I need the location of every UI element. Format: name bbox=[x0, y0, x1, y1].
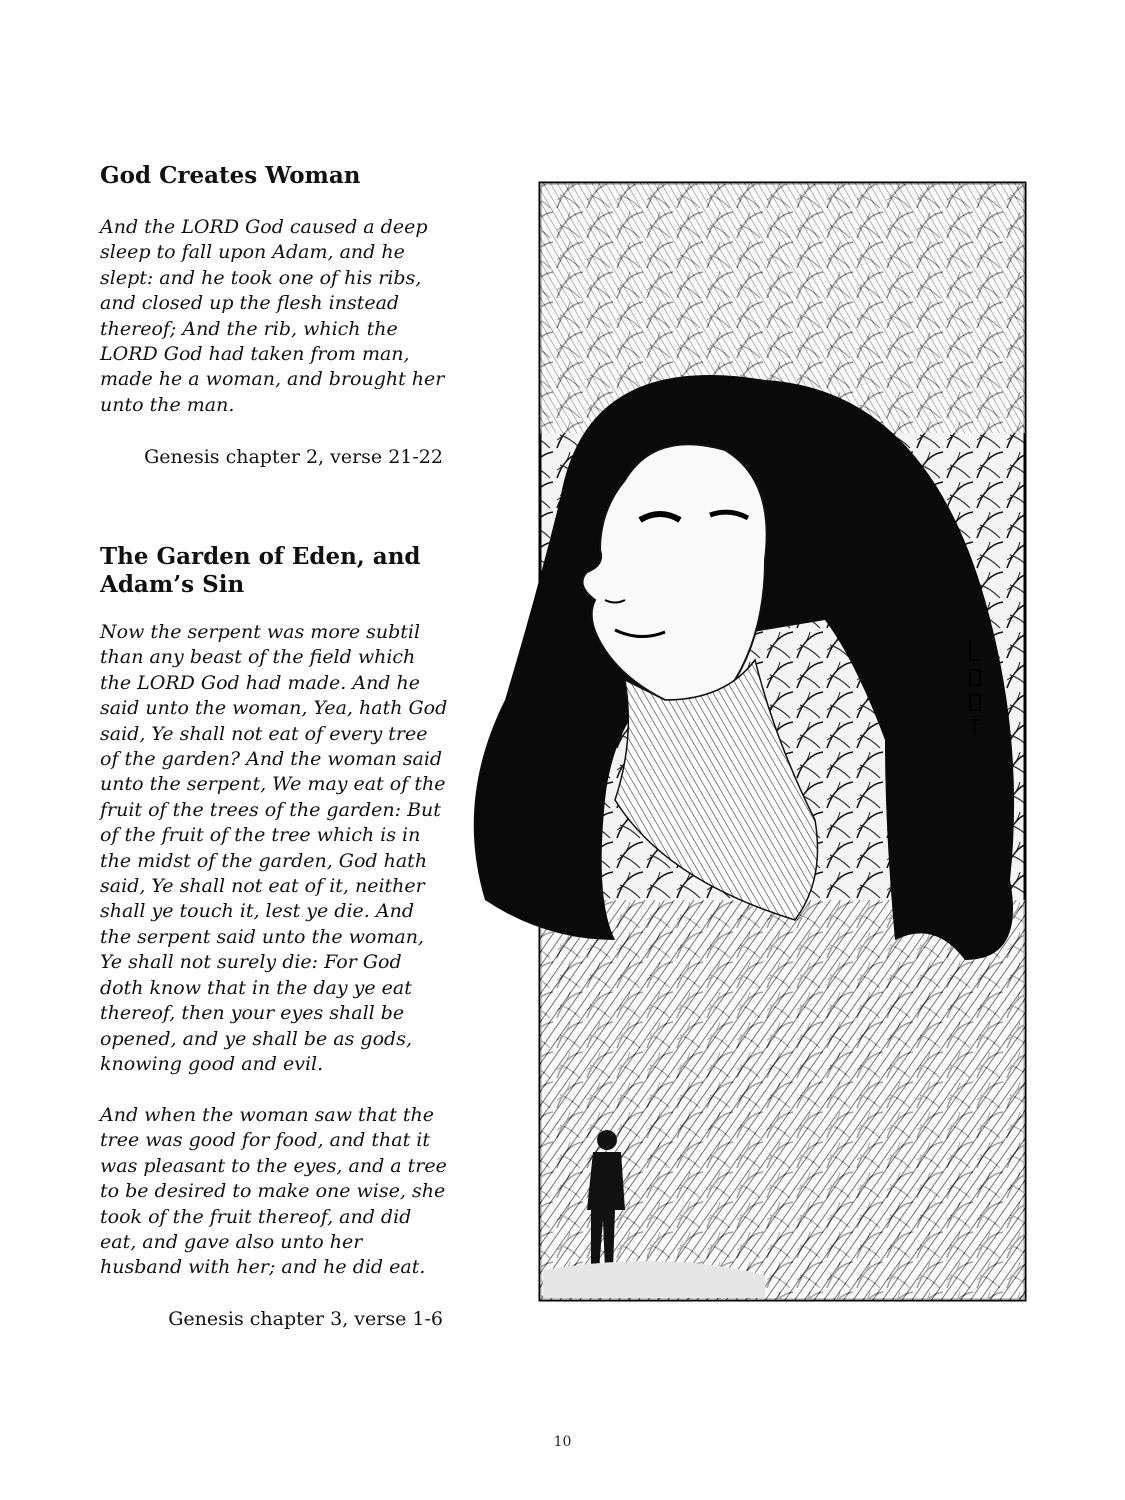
verse-genesis-3-part1: Now the serpent was more subtil than any beast of the field which the LORD God had made. And he said unto the woman, Yea, hath God said, Ye shall not eat of every tree of the garden? And the woman said unto the serpent, We may eat of the fruit of the trees of the garden: But of the fruit of the tree which is in the midst of the garden, God hath said, Ye shall not eat of it, neither shall ye touch it, lest ye die. And the serpent said unto the woman, Ye shall not surely die: For God doth know that in the day ye eat thereof, then your eyes shall be opened, and ye shall be as gods, knowing good and evil. bbox=[100, 621, 448, 1075]
section-title-god-creates-woman: God Creates Woman bbox=[100, 162, 361, 189]
section-title-garden-of-eden: The Garden of Eden, and Adam’s Sin bbox=[100, 543, 421, 598]
citation-genesis-3: Genesis chapter 3, verse 1-6 bbox=[168, 1308, 443, 1330]
eve-in-garden-illustration bbox=[465, 180, 1030, 1305]
page-number: 10 bbox=[553, 1434, 572, 1450]
verse-genesis-2: And the LORD God caused a deep sleep to fall upon Adam, and he slept: and he took one of his ribs, and closed up the flesh instead thereof; And the rib, which the LORD God had taken from man, made he a woman, and brought her unto the man. bbox=[100, 216, 445, 416]
citation-genesis-2: Genesis chapter 2, verse 21-22 bbox=[144, 446, 443, 468]
verse-genesis-3-part2: And when the woman saw that the tree was good for food, and that it was pleasant to the eyes, and a tree to be desired to make one wise, she took of the fruit thereof, and did eat, and gave also unto her husband with her; and he did eat. bbox=[100, 1104, 447, 1279]
